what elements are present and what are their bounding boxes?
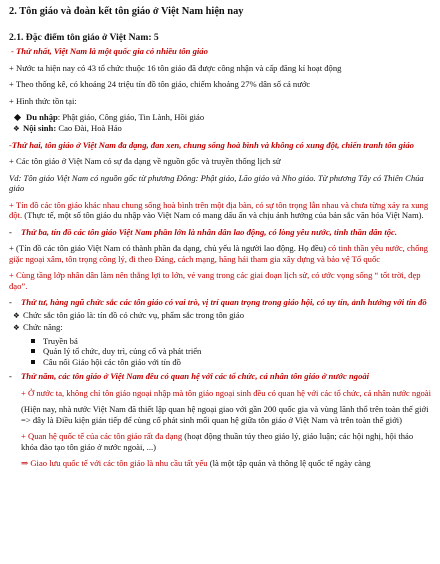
list-item — [13, 123, 431, 135]
function-item: Câu nối Giáo hội các tôn giáo với tín đồ — [43, 356, 181, 367]
feature-3-p2: + Cùng tầng lớp nhân dân làm nên thắng lợi to lớn, vẻ vang trong các giai đoạn lịch sử, có ước vọng sống “ tốt trời, đẹp đạo”. — [9, 270, 421, 291]
noi-sinh-label: Nội sinh: — [23, 122, 57, 133]
feature-3-p1-highlight: có tinh thần yêu nước, chống giặc ngoại xâm, tôn trọng công lý, đi theo Đảng, cách mạng, hăng hái tham gia xây dựng và bảo vệ Tổ quốc — [9, 243, 428, 264]
list-item — [31, 357, 431, 367]
bullet-arrow-icon: ❖ — [13, 322, 20, 332]
feature-4-title: Thứ tư, hàng ngũ chức sắc các tôn giáo có vai trò, vị trí quan trọng trong giáo hội, có uy tín, ảnh hưởng với tín đồ — [21, 297, 427, 308]
dash-bullet-icon: - — [9, 371, 12, 382]
feature-3-p1-text: + (Tín đồ các tôn giáo Việt Nam có thành phần đa dạng, chủ yếu là người lao động. Họ đều) — [9, 243, 326, 254]
noi-sinh-text: Cao Đài, Hoà Hảo — [56, 122, 122, 133]
feature-2-p2-note: (Thực tế, một số tôn giáo du nhập vào Việt Nam có mang dấu ấn và chịu ảnh hưởng của bản sắc văn hóa Việt Nam). — [22, 210, 424, 221]
feature-5-p4 — [9, 458, 431, 468]
bullet-square-icon — [31, 349, 35, 353]
feature-1-p2: + Theo thống kê, có khoảng 24 triệu tín đồ tôn giáo, chiếm khoảng 27% dân số cả nước — [9, 79, 311, 90]
clergy-definition: Chức sắc tôn giáo là: tín đồ có chức vụ, phẩm sắc trong tôn giáo — [23, 309, 245, 320]
feature-2-title: -Thứ hai, tôn giáo ở Việt Nam đa dạng, đan xen, chung sống hoà bình và không có xung đột, chiến tranh tôn giáo — [9, 139, 414, 150]
bullet-arrow-icon: ❖ — [13, 123, 20, 133]
feature-2-example: Vd: Tôn giáo Việt Nam có nguồn gốc từ phương Đông: Phật giáo, Lão giáo và Nho giáo. Từ phương Tây có Thiên Chúa giáo — [9, 172, 424, 194]
du-nhap-text: : Phật giáo, Công giáo, Tin Lành, Hồi giáo — [57, 112, 205, 123]
bullet-square-icon — [31, 339, 35, 343]
feature-2-p2-highlight: + Tín đồ các tôn giáo khác nhau chung sống hoà bình trên một địa bàn, có sự tôn trọng lẫn nhau và chưa từng xảy ra xung đột. — [9, 199, 429, 221]
feature-3-title-row — [9, 227, 431, 237]
feature-5-title: Thứ năm, các tôn giáo ở Việt Nam đều có quan hệ với các tổ chức, cá nhân tôn giáo ở nước ngoài — [21, 371, 370, 382]
list-item — [13, 322, 431, 334]
clergy-functions-label: Chức năng: — [23, 321, 63, 332]
feature-5-p1: + Ở nước ta, không chỉ tôn giáo ngoại nhập mà tôn giáo ngoại sinh đều có quan hệ với các tổ chức, cá nhân nước ngoài — [21, 387, 431, 398]
feature-1-title: - Thứ nhất, Việt Nam là một quốc gia có nhiều tôn giáo — [11, 46, 208, 57]
feature-2-p2 — [9, 200, 431, 221]
feature-5-p2: (Hiện nay, nhà nước Việt Nam đã thiết lập quan hệ ngoại giao với gần 200 quốc gia và vùng lãnh thổ trên toàn thế giới => đây là Điều kiện gián tiếp để cùng cố phát sinh mối quan hệ giữa tôn giáo ở Việt Nam và trên toàn thế giới) — [21, 404, 429, 425]
dash-bullet-icon: - — [9, 226, 12, 237]
feature-1-p1: + Nước ta hiện nay có 43 tổ chức thuộc 16 tôn giáo đã được công nhận và cấp đăng kí hoạt động — [9, 62, 342, 73]
feature-3-title: Thứ ba, tín đồ các tôn giáo Việt Nam phần lớn là nhân dân lao động, có lòng yêu nước, tinh thần dân tộc. — [21, 226, 397, 237]
feature-4-title-row — [9, 297, 431, 307]
function-item: Quản lý tổ chức, duy trì, củng cố và phát triển — [43, 346, 202, 357]
feature-5-p3 — [9, 431, 431, 452]
existence-forms-list — [13, 112, 431, 134]
feature-2-p1: + Các tôn giáo ở Việt Nam có sự đa dạng về nguồn gốc và truyền thống lịch sử — [9, 156, 281, 167]
list-item — [31, 346, 431, 356]
list-item — [31, 336, 431, 346]
bullet-square-icon — [31, 360, 35, 364]
feature-5-title-row — [9, 371, 431, 381]
section-title: 2. Tôn giáo và đoàn kết tôn giáo ở Việt Nam hiện nay — [9, 6, 244, 17]
feature-5-p4-highlight: ⇒ Giao lưu quốc tế với các tôn giáo là nhu cầu tất yếu — [21, 457, 208, 468]
clergy-functions-list — [31, 336, 431, 367]
subsection-title: 2.1. Đặc điểm tôn giáo ở Việt Nam: 5 — [9, 31, 159, 43]
list-item — [13, 112, 431, 122]
du-nhap-label: Du nhập — [26, 112, 58, 123]
feature-5-p3-note: (hoạt động thuần túy theo giáo lý, giáo luận; các hội nghị, hội thảo khóa đào tạo tôn giáo ở nước ngoài, ...) — [21, 431, 414, 452]
function-item: Truyền bá — [43, 335, 78, 346]
bullet-arrow-icon: ❖ — [13, 310, 20, 320]
bullet-diamond-icon — [14, 114, 21, 121]
feature-5-p4-note: (là một tập quán và thông lệ quốc tế ngày càng — [207, 457, 371, 468]
dash-bullet-icon: - — [9, 297, 12, 308]
feature-1-p3: + Hình thức tồn tại: — [9, 95, 77, 106]
feature-5-p3-highlight: + Quan hệ quốc tế của các tôn giáo rất đa dạng — [21, 431, 183, 442]
feature-3-p1 — [9, 243, 431, 264]
clergy-list — [13, 310, 431, 334]
list-item — [13, 310, 431, 322]
